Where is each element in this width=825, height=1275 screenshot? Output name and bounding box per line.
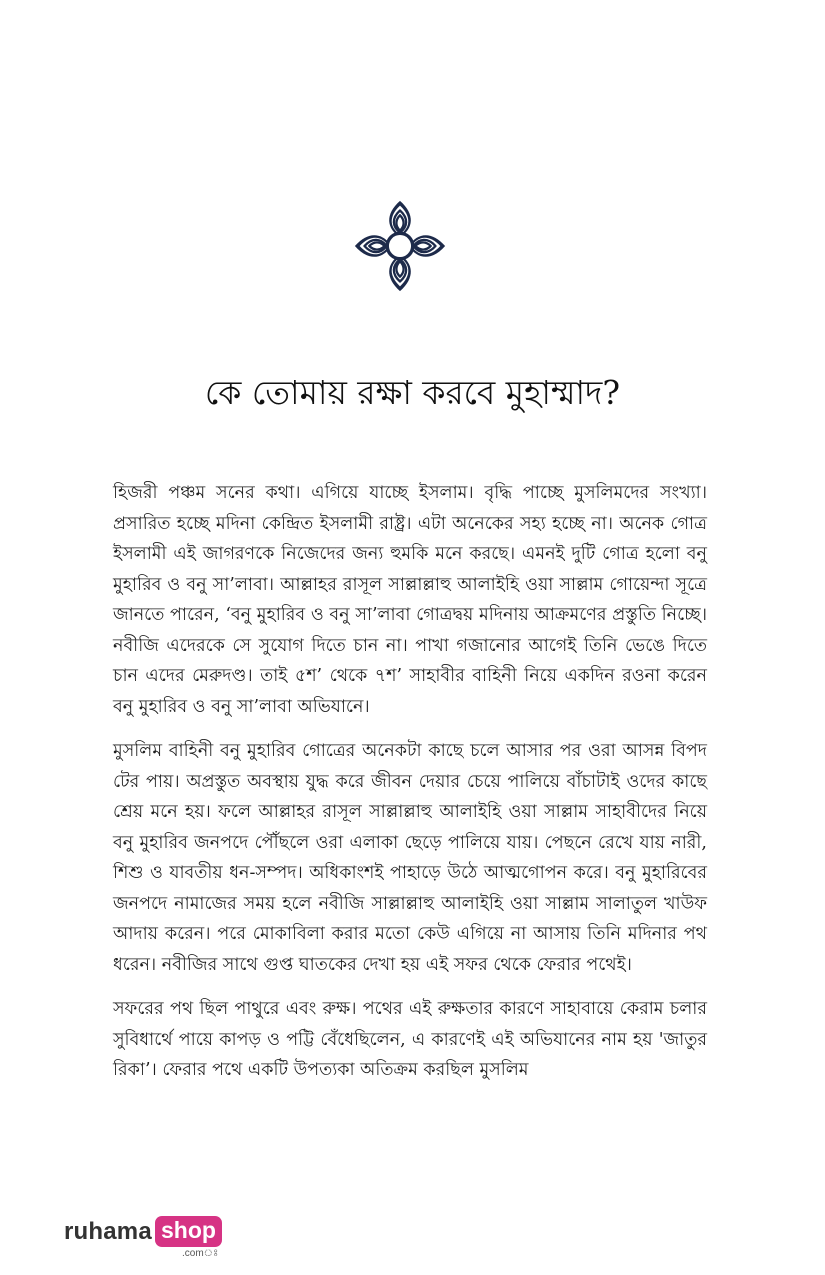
logo-ruhama-text: ruhama — [64, 1218, 152, 1245]
paragraph: মুসলিম বাহিনী বনু মুহারিব গোত্রের অনেকটা কাছে চলে আসার পর ওরা আসন্ন বিপদ টের পায়। অপ্রস্তুত অবস্থায় যুদ্ধ করে জীবন দেয়ার চেয়ে পালিয়ে বাঁচাটাই ওদের কাছে শ্রেয় মনে হয়। ফলে আল্লাহর রাসূল সাল্লাল্লাহু আলাইহি ওয়া সাল্লাম সাহাবীদের নিয়ে বনু মুহারিব জনপদে পৌঁছলে ওরা এলাকা ছেড়ে পালিয়ে যায়। পেছনে রেখে যায় নারী, শিশু ও যাবতীয় ধন-সম্পদ। অধিকাংশই পাহাড়ে উঠে আত্মগোপন করে। বনু মুহারিবের জনপদে নামাজের সময় হলে নবীজি সাল্লাল্লাহু আলাইহি ওয়া সাল্লাম সালাতুল খাউফ আদায় করেন। পরে মোকাবিলা করার মতো কেউ এগিয়ে না আসায় তিনি মদিনার পথ ধরেন। নবীজির সাথে গুপ্ত ঘাতকের দেখা হয় এই সফর থেকে ফেরার পথেই। — [113, 741, 707, 975]
paragraph: সফরের পথ ছিল পাথুরে এবং রুক্ষ। পথের এই রুক্ষতার কারণে সাহাবায়ে কেরাম চলার সুবিধার্থে পায়ে কাপড় ও পট্টি বেঁধেছিলেন, এ কারণেই এই অভিযানের নাম হয় 'জাতুর রিকা’। ফেরার পথে একটি উপত্যকা অতিক্রম করছিল মুসলিম — [113, 999, 707, 1080]
logo-dotcom-text: .comঃ — [182, 1248, 219, 1259]
logo-shop-badge: shop — [155, 1216, 222, 1247]
chapter-body — [113, 478, 707, 1100]
paragraph: হিজরী পঞ্চম সনের কথা। এগিয়ে যাচ্ছে ইসলাম। বৃদ্ধি পাচ্ছে মুসলিমদের সংখ্যা। প্রসারিত হচ্ছে মদিনা কেন্দ্রিত ইসলামী রাষ্ট্র। এটা অনেকের সহ্য হচ্ছে না। অনেক গোত্র ইসলামী এই জাগরণকে নিজেদের জন্য হুমকি মনে করছে। এমনই দুটি গোত্র হলো বনু মুহারিব ও বনু সা’লাবা। আল্লাহর রাসূল সাল্লাল্লাহু আলাইহি ওয়া সাল্লাম গোয়েন্দা সূত্রে জানতে পারেন, ‘বনু মুহারিব ও বনু সা’লাবা গোত্রদ্বয় মদিনায় আক্রমণের প্রস্তুতি নিচ্ছে। নবীজি এদেরকে সে সুযোগ দিতে চান না। পাখা গজানোর আগেই তিনি ভেঙে দিতে চান এদের মেরুদণ্ড। তাই ৫শ’ থেকে ৭শ’ সাহাবীর বাহিনী নিয়ে একদিন রওনা করেন বনু মুহারিব ও বনু সা’লাবা অভিযানে। — [113, 483, 707, 717]
chapter-title: কে তোমায় রক্ষা করবে মুহাম্মাদ? — [204, 373, 621, 412]
ruhama-shop-logo — [64, 1212, 234, 1258]
lotus-ornament-icon — [352, 198, 448, 294]
